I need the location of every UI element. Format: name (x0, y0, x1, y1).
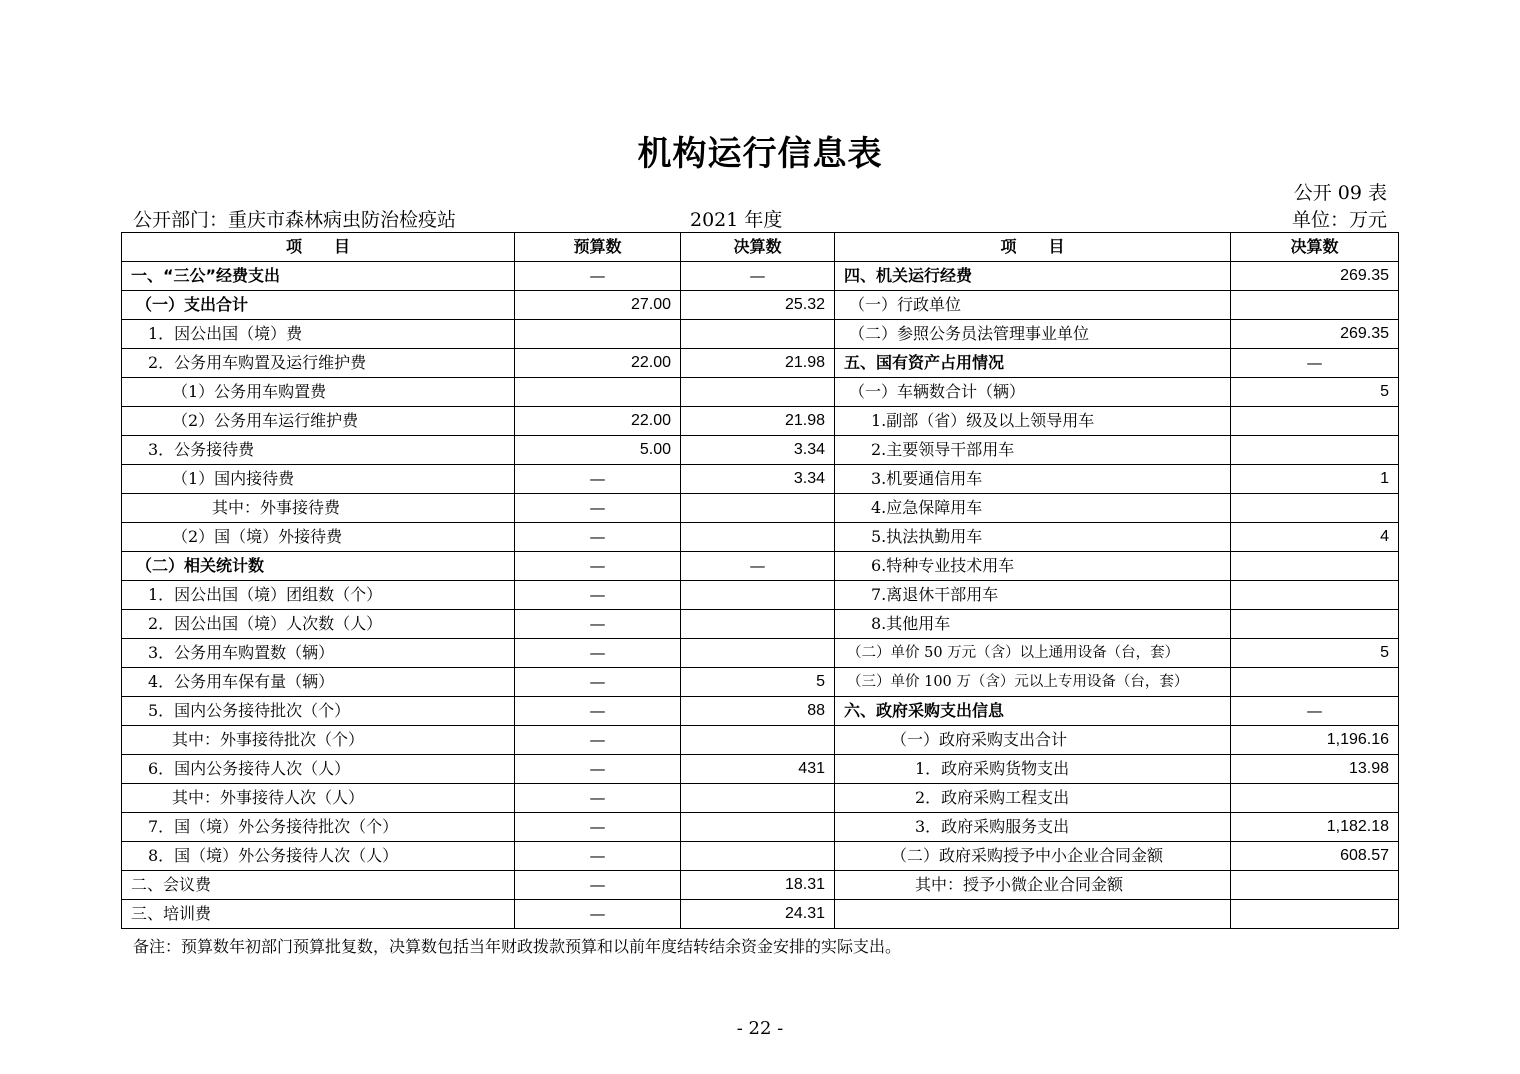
row-budget-value: — (515, 900, 681, 929)
row-item-left: 1．因公出国（境）团组数（个） (122, 581, 515, 610)
row-final-value-right: 4 (1231, 523, 1399, 552)
table-header-row (122, 233, 1399, 262)
row-item-right: 3．政府采购服务支出 (835, 813, 1231, 842)
row-item-right: 7.离退休干部用车 (835, 581, 1231, 610)
table-row (122, 320, 1399, 349)
row-final-value-left (681, 639, 835, 668)
row-item-left: 7．国（境）外公务接待批次（个） (122, 813, 515, 842)
row-final-value-right (1231, 581, 1399, 610)
row-budget-value: — (515, 842, 681, 871)
row-final-value-right: 5 (1231, 378, 1399, 407)
row-item-left: 二、会议费 (122, 871, 515, 900)
row-item-right: 6.特种专业技术用车 (835, 552, 1231, 581)
row-item-left: （1）公务用车购置费 (122, 378, 515, 407)
row-item-right: 五、国有资产占用情况 (835, 349, 1231, 378)
table-row (122, 697, 1399, 726)
row-budget-value: — (515, 784, 681, 813)
department-label: 公开部门：重庆市森林病虫防治检疫站 (133, 209, 457, 231)
row-budget-value: — (515, 726, 681, 755)
table-row (122, 436, 1399, 465)
row-final-value-left: 24.31 (681, 900, 835, 929)
table-row (122, 813, 1399, 842)
row-item-left: 三、培训费 (122, 900, 515, 929)
row-item-right: （一）车辆数合计（辆） (835, 378, 1231, 407)
row-budget-value (515, 320, 681, 349)
row-budget-value: — (515, 813, 681, 842)
table-row (122, 407, 1399, 436)
row-final-value-left: 3.34 (681, 465, 835, 494)
row-item-left: 5．国内公务接待批次（个） (122, 697, 515, 726)
row-final-value-right: 1,182.18 (1231, 813, 1399, 842)
row-item-right: 5.执法执勤用车 (835, 523, 1231, 552)
row-final-value-left (681, 320, 835, 349)
row-final-value-left (681, 610, 835, 639)
row-final-value-right: 13.98 (1231, 755, 1399, 784)
row-final-value-left (681, 523, 835, 552)
row-budget-value: — (515, 755, 681, 784)
row-item-right: 其中：授予小微企业合同金额 (835, 871, 1231, 900)
row-final-value-left (681, 494, 835, 523)
row-item-right: 1.副部（省）级及以上领导用车 (835, 407, 1231, 436)
row-final-value-left: 25.32 (681, 291, 835, 320)
row-final-value-right: 608.57 (1231, 842, 1399, 871)
table-row (122, 871, 1399, 900)
row-final-value-left: — (681, 552, 835, 581)
table-row (122, 349, 1399, 378)
row-budget-value: — (515, 581, 681, 610)
row-budget-value: 22.00 (515, 349, 681, 378)
table-row (122, 581, 1399, 610)
row-item-right: 1．政府采购货物支出 (835, 755, 1231, 784)
row-item-left: （1）国内接待费 (122, 465, 515, 494)
table-row (122, 291, 1399, 320)
row-final-value-left: 431 (681, 755, 835, 784)
row-final-value-left (681, 581, 835, 610)
row-final-value-left (681, 726, 835, 755)
table-row (122, 900, 1399, 929)
year-label: 2021 年度 (690, 209, 783, 231)
row-item-right: （三）单价 100 万（含）元以上专用设备（台，套） (835, 668, 1231, 697)
page-number: - 22 - (736, 1018, 784, 1039)
row-budget-value: — (515, 610, 681, 639)
table-row (122, 668, 1399, 697)
row-item-right: 2．政府采购工程支出 (835, 784, 1231, 813)
row-budget-value: 27.00 (515, 291, 681, 320)
row-budget-value: — (515, 552, 681, 581)
row-final-value-left: 18.31 (681, 871, 835, 900)
info-table (121, 232, 1399, 929)
row-item-left: 其中：外事接待费 (122, 494, 515, 523)
row-item-left: 8．国（境）外公务接待人次（人） (122, 842, 515, 871)
table-row (122, 726, 1399, 755)
row-budget-value: 22.00 (515, 407, 681, 436)
table-row (122, 755, 1399, 784)
row-item-left: 4．公务用车保有量（辆） (122, 668, 515, 697)
row-budget-value: — (515, 523, 681, 552)
row-item-right: 四、机关运行经费 (835, 262, 1231, 291)
row-final-value-right (1231, 291, 1399, 320)
row-final-value-left (681, 842, 835, 871)
row-item-right: （二）参照公务员法管理事业单位 (835, 320, 1231, 349)
header-budget: 预算数 (515, 233, 681, 262)
row-final-value-right (1231, 871, 1399, 900)
row-item-left: （二）相关统计数 (122, 552, 515, 581)
row-final-value-left: — (681, 262, 835, 291)
row-item-right: 4.应急保障用车 (835, 494, 1231, 523)
row-item-left: （2）公务用车运行维护费 (122, 407, 515, 436)
table-row (122, 378, 1399, 407)
row-item-right: 2.主要领导干部用车 (835, 436, 1231, 465)
row-budget-value: — (515, 494, 681, 523)
row-final-value-right (1231, 407, 1399, 436)
row-final-value-right (1231, 900, 1399, 929)
row-budget-value: — (515, 262, 681, 291)
row-budget-value: 5.00 (515, 436, 681, 465)
table-row (122, 784, 1399, 813)
row-final-value-left (681, 813, 835, 842)
row-final-value-right: 1 (1231, 465, 1399, 494)
table-row (122, 842, 1399, 871)
meta-row (133, 205, 1387, 231)
row-final-value-left (681, 378, 835, 407)
row-item-left: 其中：外事接待批次（个） (122, 726, 515, 755)
page-title: 机构运行信息表 (637, 134, 883, 174)
row-budget-value: — (515, 668, 681, 697)
row-final-value-left: 3.34 (681, 436, 835, 465)
row-budget-value: — (515, 871, 681, 900)
header-item-right: 项 目 (835, 233, 1231, 262)
row-final-value-right (1231, 436, 1399, 465)
row-final-value-right: 269.35 (1231, 262, 1399, 291)
row-final-value-left: 21.98 (681, 407, 835, 436)
row-item-right: （一）政府采购支出合计 (835, 726, 1231, 755)
row-item-left: 1．因公出国（境）费 (122, 320, 515, 349)
row-final-value-left: 21.98 (681, 349, 835, 378)
table-row (122, 465, 1399, 494)
row-budget-value: — (515, 639, 681, 668)
row-item-left: 一、“三公”经费支出 (122, 262, 515, 291)
row-final-value-right (1231, 784, 1399, 813)
row-item-left: 其中：外事接待人次（人） (122, 784, 515, 813)
form-code: 公开 09 表 (1293, 182, 1387, 204)
row-budget-value: — (515, 465, 681, 494)
row-item-left: 2．因公出国（境）人次数（人） (122, 610, 515, 639)
row-item-left: （一）支出合计 (122, 291, 515, 320)
row-final-value-left: 88 (681, 697, 835, 726)
unit-label: 单位：万元 (1291, 209, 1387, 231)
table-row (122, 610, 1399, 639)
row-budget-value (515, 378, 681, 407)
row-item-left: 2．公务用车购置及运行维护费 (122, 349, 515, 378)
row-item-right: （二）政府采购授予中小企业合同金额 (835, 842, 1231, 871)
row-final-value-right (1231, 668, 1399, 697)
row-final-value-right: 269.35 (1231, 320, 1399, 349)
row-item-right: 8.其他用车 (835, 610, 1231, 639)
header-item-left: 项 目 (122, 233, 515, 262)
row-item-left: 3．公务接待费 (122, 436, 515, 465)
row-final-value-right: 1,196.16 (1231, 726, 1399, 755)
row-final-value-right (1231, 552, 1399, 581)
table-row (122, 262, 1399, 291)
footnote: 备注：预算数年初部门预算批复数，决算数包括当年财政拨款预算和以前年度结转结余资金安排的实际支出。 (133, 937, 902, 956)
row-item-right (835, 900, 1231, 929)
row-final-value-right: 5 (1231, 639, 1399, 668)
row-final-value-right: — (1231, 349, 1399, 378)
row-item-right: 六、政府采购支出信息 (835, 697, 1231, 726)
row-final-value-right: — (1231, 697, 1399, 726)
header-final-left: 决算数 (681, 233, 835, 262)
row-budget-value: — (515, 697, 681, 726)
row-final-value-right (1231, 610, 1399, 639)
table-row (122, 494, 1399, 523)
row-final-value-right (1231, 494, 1399, 523)
table-row (122, 552, 1399, 581)
header-final-right: 决算数 (1231, 233, 1399, 262)
row-item-left: （2）国（境）外接待费 (122, 523, 515, 552)
table-row (122, 523, 1399, 552)
row-final-value-left: 5 (681, 668, 835, 697)
table-row (122, 639, 1399, 668)
row-item-left: 6．国内公务接待人次（人） (122, 755, 515, 784)
row-item-right: 3.机要通信用车 (835, 465, 1231, 494)
row-item-right: （二）单价 50 万元（含）以上通用设备（台，套） (835, 639, 1231, 668)
row-item-left: 3．公务用车购置数（辆） (122, 639, 515, 668)
row-item-right: （一）行政单位 (835, 291, 1231, 320)
row-final-value-left (681, 784, 835, 813)
